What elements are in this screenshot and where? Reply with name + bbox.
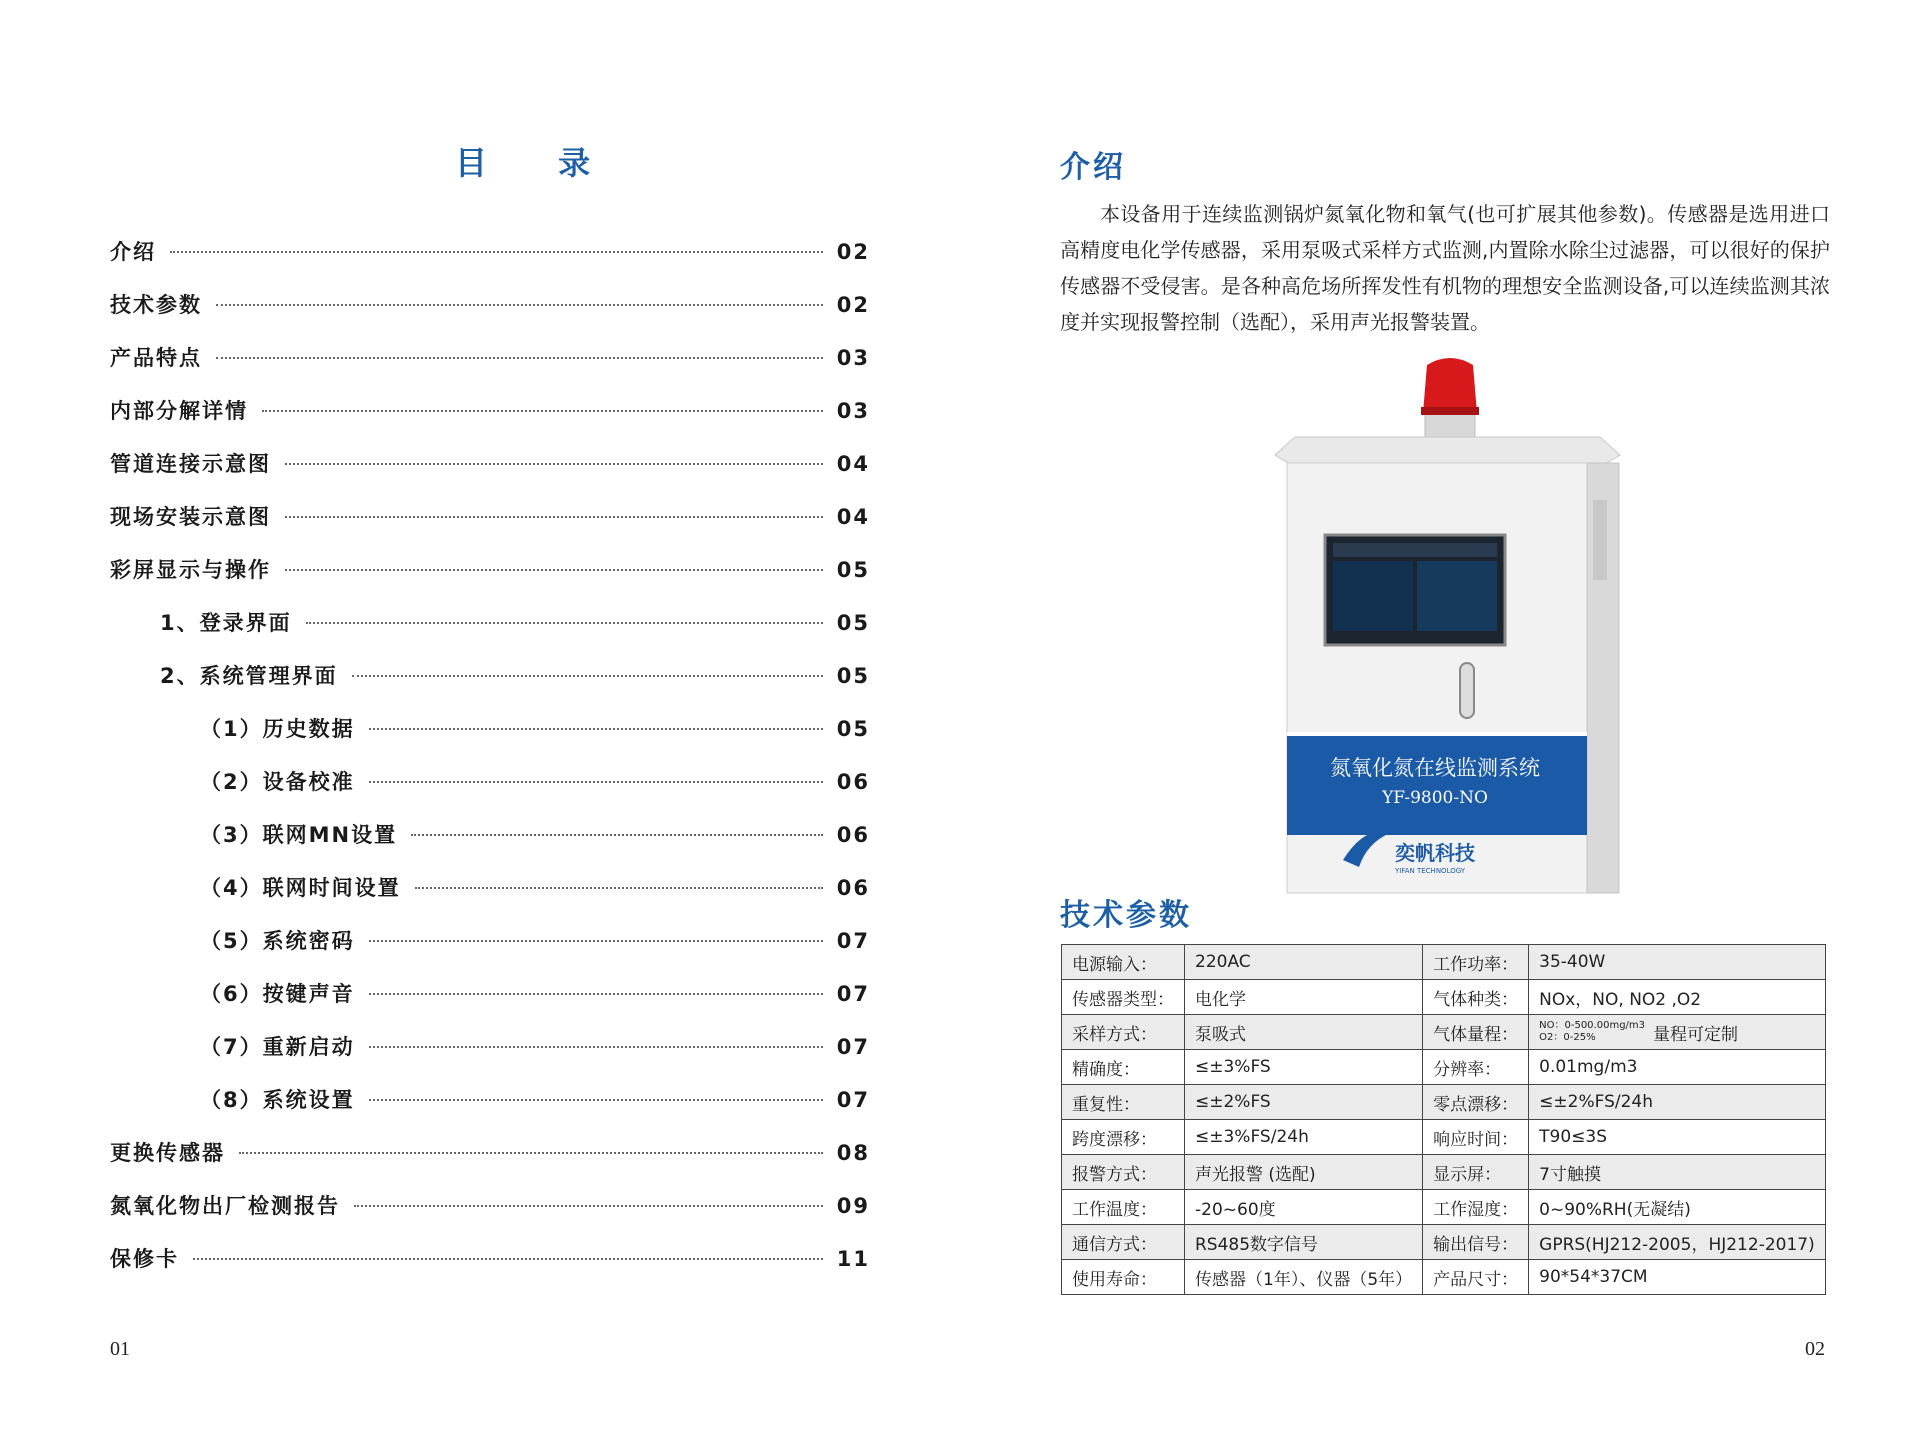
toc-item-page: 06	[836, 770, 870, 794]
toc-item[interactable]	[200, 925, 870, 955]
spec-label: 采样方式：	[1062, 1015, 1185, 1050]
toc-item-page: 08	[836, 1141, 870, 1165]
toc-item-page: 07	[836, 929, 870, 953]
door-handle	[1460, 663, 1474, 718]
toc-item-label: 2、系统管理界面	[160, 664, 338, 688]
toc-item[interactable]	[160, 607, 870, 637]
toc-leader-dots	[216, 304, 823, 306]
toc-item[interactable]	[200, 1084, 870, 1114]
toc-item[interactable]	[110, 342, 870, 372]
gas-range-values	[1539, 1020, 1645, 1044]
spec-value: GPRS(HJ212-2005，HJ212-2017)	[1529, 1225, 1826, 1260]
toc-leader-dots	[369, 1046, 823, 1048]
spec-label: 分辨率：	[1423, 1050, 1529, 1085]
product-label-line2: YF-9800-NO	[1382, 788, 1488, 808]
toc-leader-dots	[369, 993, 823, 995]
gas-range-cell	[1539, 1020, 1815, 1045]
spec-label: 工作湿度：	[1423, 1190, 1529, 1225]
spec-value: RS485数字信号	[1185, 1225, 1423, 1260]
toc-item-label: 管道连接示意图	[110, 452, 271, 476]
toc-item[interactable]	[200, 766, 870, 796]
toc-item-page: 07	[836, 1035, 870, 1059]
toc-item[interactable]	[110, 395, 870, 425]
spec-label: 产品尺寸：	[1423, 1260, 1529, 1295]
intro-text: 本设备用于连续监测锅炉氮氧化物和氧气(也可扩展其他参数)。传感器是选用进口高精度电化学传感器，采用泵吸式采样方式监测,内置除水除尘过滤器，可以很好的保护传感器不受侵害。是各种高危场所挥发性有机物的理想安全监测设备,可以连续监测其浓度并实现报警控制（选配），采用声光报警装置。	[1060, 202, 1830, 334]
spec-row	[1062, 1225, 1826, 1260]
toc-leader-dots	[262, 410, 823, 412]
spec-value: 传感器（1年）、仪器（5年）	[1185, 1260, 1423, 1295]
toc-item[interactable]	[200, 978, 870, 1008]
toc-item-page: 05	[836, 611, 870, 635]
toc-item-label: （1）历史数据	[200, 717, 355, 741]
toc-item-page: 07	[836, 1088, 870, 1112]
toc-item-label: （5）系统密码	[200, 929, 355, 953]
toc-item-label: 氮氧化物出厂检测报告	[110, 1194, 340, 1218]
toc-item-label: 内部分解详情	[110, 399, 248, 423]
toc-item-label: 保修卡	[110, 1247, 179, 1271]
toc-leader-dots	[354, 1205, 823, 1207]
toc-item-page: 02	[836, 293, 870, 317]
spec-table	[1061, 944, 1826, 1295]
toc-item[interactable]	[110, 1190, 870, 1220]
spec-row	[1062, 1260, 1826, 1295]
toc-item-page: 04	[836, 505, 870, 529]
toc-item-page: 06	[836, 823, 870, 847]
toc-item-label: 更换传感器	[110, 1141, 225, 1165]
toc-leader-dots	[216, 357, 823, 359]
spec-label: 工作功率：	[1423, 945, 1529, 980]
spec-value: NOx，NO, NO2 ,O2	[1529, 980, 1826, 1015]
toc-item-label: （3）联网MN设置	[200, 823, 398, 847]
toc-item[interactable]	[110, 1243, 870, 1273]
spec-label: 工作温度：	[1062, 1190, 1185, 1225]
toc-leader-dots	[415, 887, 823, 889]
toc-item[interactable]	[110, 554, 870, 584]
toc-item-label: （6）按键声音	[200, 982, 355, 1006]
spec-label: 气体量程：	[1423, 1015, 1529, 1050]
toc-item-label: 产品特点	[110, 346, 202, 370]
toc-leader-dots	[306, 622, 823, 624]
toc-item-page: 05	[836, 664, 870, 688]
toc-leader-dots	[170, 251, 823, 253]
toc-item-page: 09	[836, 1194, 870, 1218]
toc-item-label: 介绍	[110, 240, 156, 264]
toc-leader-dots	[369, 940, 823, 942]
toc-item-page: 06	[836, 876, 870, 900]
spec-value: T90≤3S	[1529, 1120, 1826, 1155]
spec-row	[1062, 945, 1826, 980]
toc-item[interactable]	[160, 660, 870, 690]
spec-value: 0.01mg/m3	[1529, 1050, 1826, 1085]
spec-value: 35-40W	[1529, 945, 1826, 980]
specs-title: 技术参数	[1060, 898, 1192, 933]
spec-label: 输出信号：	[1423, 1225, 1529, 1260]
spec-value: 泵吸式	[1185, 1015, 1423, 1050]
toc-leader-dots	[193, 1258, 823, 1260]
spec-label: 报警方式：	[1062, 1155, 1185, 1190]
spec-value: 声光报警 (选配)	[1185, 1155, 1423, 1190]
toc-item-page: 05	[836, 558, 870, 582]
toc-leader-dots	[411, 834, 823, 836]
toc-item[interactable]	[200, 872, 870, 902]
toc-item[interactable]	[110, 289, 870, 319]
intro-title: 介绍	[1060, 150, 1126, 185]
spec-value: 电化学	[1185, 980, 1423, 1015]
toc-item-page: 04	[836, 452, 870, 476]
spec-row	[1062, 1155, 1826, 1190]
toc-item-page: 07	[836, 982, 870, 1006]
toc-item[interactable]	[110, 1137, 870, 1167]
spec-label: 传感器类型：	[1062, 980, 1185, 1015]
toc-item-page: 02	[836, 240, 870, 264]
product-image	[1255, 355, 1635, 895]
spec-label: 通信方式：	[1062, 1225, 1185, 1260]
toc-item[interactable]	[110, 448, 870, 478]
toc-item-label: 技术参数	[110, 293, 202, 317]
spec-label: 精确度：	[1062, 1050, 1185, 1085]
spec-label: 重复性：	[1062, 1085, 1185, 1120]
toc-leader-dots	[285, 569, 823, 571]
spec-label: 使用寿命：	[1062, 1260, 1185, 1295]
spec-value: 0~90%RH(无凝结)	[1529, 1190, 1826, 1225]
spec-label: 气体种类：	[1423, 980, 1529, 1015]
toc-item[interactable]	[200, 819, 870, 849]
product-label-line1: 氮氧化氮在线监测系统	[1330, 756, 1540, 780]
page-number-right: 02	[1805, 1338, 1825, 1360]
toc-item-label: 现场安装示意图	[110, 505, 271, 529]
toc-leader-dots	[285, 516, 823, 518]
spec-value: 90*54*37CM	[1529, 1260, 1826, 1295]
toc-item-page: 03	[836, 346, 870, 370]
toc-item-label: 1、登录界面	[160, 611, 292, 635]
spec-value: 7寸触摸	[1529, 1155, 1826, 1190]
toc-leader-dots	[369, 781, 823, 783]
toc-item[interactable]	[200, 713, 870, 743]
toc-item-label: （8）系统设置	[200, 1088, 355, 1112]
toc-item-label: （4）联网时间设置	[200, 876, 401, 900]
spec-row	[1062, 1050, 1826, 1085]
spec-value: ≤±2%FS/24h	[1529, 1085, 1826, 1120]
toc-item-page: 11	[836, 1247, 870, 1271]
spec-label: 零点漂移：	[1423, 1085, 1529, 1120]
spec-value: -20~60度	[1185, 1190, 1423, 1225]
brand-name-en: YIFAN TECHNOLOGY	[1395, 867, 1466, 875]
spec-value	[1529, 1015, 1826, 1050]
spec-label: 响应时间：	[1423, 1120, 1529, 1155]
spec-value: 220AC	[1185, 945, 1423, 980]
alarm-light	[1423, 358, 1477, 413]
spec-label: 电源输入：	[1062, 945, 1185, 980]
gas-range-no: NO：0-500.00mg/m3	[1539, 1020, 1646, 1031]
toc-item[interactable]	[200, 1031, 870, 1061]
toc-item-page: 03	[836, 399, 870, 423]
spec-label: 跨度漂移：	[1062, 1120, 1185, 1155]
toc-item-label: （7）重新启动	[200, 1035, 355, 1059]
gas-range-o2: O2：0-25%	[1539, 1032, 1596, 1043]
spec-row	[1062, 1190, 1826, 1225]
spec-value: ≤±3%FS	[1185, 1050, 1423, 1085]
spec-value: ≤±2%FS	[1185, 1085, 1423, 1120]
gas-range-note: 量程可定制	[1653, 1024, 1739, 1045]
spec-row	[1062, 1120, 1826, 1155]
toc-item[interactable]	[110, 236, 870, 266]
spec-label: 显示屏：	[1423, 1155, 1529, 1190]
toc-leader-dots	[285, 463, 823, 465]
toc-item-label: 彩屏显示与操作	[110, 558, 271, 582]
toc-leader-dots	[369, 1099, 823, 1101]
brand-name: 奕帆科技	[1395, 841, 1475, 865]
spec-row	[1062, 980, 1826, 1015]
spec-row	[1062, 1085, 1826, 1120]
page-number-left: 01	[110, 1338, 130, 1360]
toc-leader-dots	[369, 728, 823, 730]
spec-row	[1062, 1015, 1826, 1050]
blue-band	[1287, 735, 1587, 835]
right-page	[960, 0, 1920, 1447]
toc-leader-dots	[352, 675, 823, 677]
toc-item-page: 05	[836, 717, 870, 741]
toc-title: 目 录	[455, 144, 621, 182]
toc-item[interactable]	[110, 501, 870, 531]
toc-leader-dots	[239, 1152, 823, 1154]
spec-value: ≤±3%FS/24h	[1185, 1120, 1423, 1155]
toc-item-label: （2）设备校准	[200, 770, 355, 794]
